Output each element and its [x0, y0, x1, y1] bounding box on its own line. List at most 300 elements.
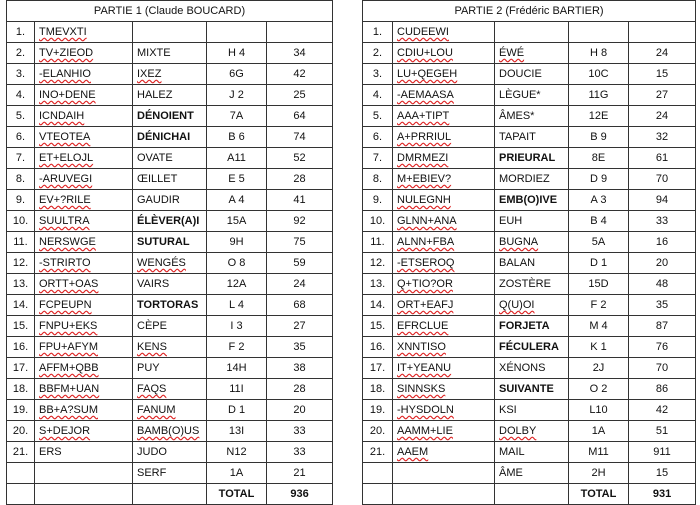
- move-row: [363, 148, 696, 169]
- rack-letters-text: BBFM+UAN: [39, 383, 100, 395]
- played-word: [133, 64, 207, 85]
- move-row: [7, 211, 333, 232]
- move-row: [7, 22, 333, 43]
- rack-letters: [35, 337, 133, 358]
- move-points: 35: [629, 295, 696, 316]
- move-number: 9.: [363, 190, 393, 211]
- move-number: 4.: [7, 85, 35, 106]
- move-number: 2.: [7, 43, 35, 64]
- played-word: [133, 22, 207, 43]
- move-number: 6.: [7, 127, 35, 148]
- rack-letters: [393, 127, 495, 148]
- played-word-text: IXEZ: [137, 68, 162, 80]
- rack-letters-text: EV+?RILE: [39, 194, 91, 206]
- played-word: TAPAIT: [495, 127, 569, 148]
- move-points: 25: [267, 85, 333, 106]
- move-number: 6.: [363, 127, 393, 148]
- played-word: PUY: [133, 358, 207, 379]
- played-word: ŒILLET: [133, 169, 207, 190]
- rack-letters-text: VTEOTEA: [39, 131, 91, 143]
- move-points: 94: [629, 190, 696, 211]
- played-word: [133, 421, 207, 442]
- move-row: [7, 169, 333, 190]
- rack-letters: [393, 274, 495, 295]
- move-points: [267, 22, 333, 43]
- board-position: 13I: [207, 421, 267, 442]
- move-number: 19.: [7, 400, 35, 421]
- rack-letters-text: EFRCLUE: [397, 320, 449, 332]
- move-row: [7, 379, 333, 400]
- board-position: 1A: [207, 463, 267, 484]
- played-word: JUDO: [133, 442, 207, 463]
- rack-letters: [393, 190, 495, 211]
- rack-letters-text: TMEVXTI: [39, 26, 87, 38]
- move-row: [7, 316, 333, 337]
- played-word: GAUDIR: [133, 190, 207, 211]
- played-word: [495, 232, 569, 253]
- board-position: [207, 22, 267, 43]
- move-number: 5.: [363, 106, 393, 127]
- move-points: 70: [629, 358, 696, 379]
- move-row: [363, 85, 696, 106]
- played-word: MIXTE: [133, 43, 207, 64]
- played-word: SUTURAL: [133, 232, 207, 253]
- move-points: 68: [267, 295, 333, 316]
- move-row: [363, 295, 696, 316]
- board-position: 10C: [569, 64, 629, 85]
- move-points: 20: [629, 253, 696, 274]
- move-points: 27: [629, 85, 696, 106]
- move-row: [363, 358, 696, 379]
- rack-letters: [393, 64, 495, 85]
- move-number: 1.: [363, 22, 393, 43]
- played-word: PRIEURAL: [495, 148, 569, 169]
- board-position: 7A: [207, 106, 267, 127]
- board-position: 12A: [207, 274, 267, 295]
- move-row: [7, 43, 333, 64]
- played-word: MAIL: [495, 442, 569, 463]
- played-word-text: FAQS: [137, 383, 167, 395]
- move-number: 7.: [363, 148, 393, 169]
- move-row: [363, 442, 696, 463]
- move-row: [7, 295, 333, 316]
- rack-letters: [393, 253, 495, 274]
- move-row: [7, 106, 333, 127]
- move-points: 24: [629, 106, 696, 127]
- board-position: 8E: [569, 148, 629, 169]
- move-points: 87: [629, 316, 696, 337]
- rack-letters-text: ORT+EAFJ: [397, 299, 454, 311]
- move-number: 13.: [363, 274, 393, 295]
- played-word: [133, 337, 207, 358]
- total-blank-cell: [393, 484, 495, 505]
- move-number: 18.: [7, 379, 35, 400]
- move-points: 52: [267, 148, 333, 169]
- move-points: 48: [629, 274, 696, 295]
- rack-letters: [35, 253, 133, 274]
- rack-letters: [35, 127, 133, 148]
- played-word: SUIVANTE: [495, 379, 569, 400]
- move-points: 59: [267, 253, 333, 274]
- move-row: [363, 274, 696, 295]
- move-number: 20.: [7, 421, 35, 442]
- rack-letters-text: SINNSKS: [397, 383, 446, 395]
- left-game-table: [6, 0, 333, 505]
- rack-letters: [35, 211, 133, 232]
- rack-letters: [393, 337, 495, 358]
- move-row: [363, 421, 696, 442]
- board-position: 6G: [207, 64, 267, 85]
- move-number: 13.: [7, 274, 35, 295]
- move-number: 15.: [363, 316, 393, 337]
- board-position: A11: [207, 148, 267, 169]
- rack-letters-text: SUULTRA: [39, 215, 90, 227]
- board-position: [569, 22, 629, 43]
- rack-letters-text: IT+YEANU: [397, 362, 452, 374]
- move-points: 911: [629, 442, 696, 463]
- rack-letters-text: NERSWGE: [39, 236, 96, 248]
- rack-letters-text: TV+ZIEOD: [39, 47, 94, 59]
- total-blank-cell: [7, 484, 35, 505]
- board-position: O 8: [207, 253, 267, 274]
- move-number: 17.: [7, 358, 35, 379]
- rack-letters-text: -HYSDOLN: [397, 404, 454, 416]
- rack-letters: [393, 421, 495, 442]
- played-word: LÈGUE*: [495, 85, 569, 106]
- board-position: K 1: [569, 337, 629, 358]
- right-table-body: [363, 1, 696, 505]
- rack-letters: [35, 316, 133, 337]
- played-word: ÂMES*: [495, 106, 569, 127]
- move-number: [7, 463, 35, 484]
- played-word: FORJETA: [495, 316, 569, 337]
- move-points: 24: [267, 274, 333, 295]
- rack-letters-text: CDIU+LOU: [397, 47, 453, 59]
- move-points: [629, 22, 696, 43]
- move-points: 21: [267, 463, 333, 484]
- move-points: 76: [629, 337, 696, 358]
- played-word: MORDIEZ: [495, 169, 569, 190]
- played-word: VAIRS: [133, 274, 207, 295]
- move-row: [363, 106, 696, 127]
- played-word: [133, 253, 207, 274]
- rack-letters: [393, 463, 495, 484]
- total-label: TOTAL: [569, 484, 629, 505]
- rack-letters: [393, 211, 495, 232]
- played-word-text: BAMB(O)US: [137, 425, 200, 437]
- rack-letters-text: -ELANHIO: [39, 68, 91, 80]
- rack-letters-text: LU+QEGEH: [397, 68, 458, 80]
- board-position: B 6: [207, 127, 267, 148]
- rack-letters-text: FPU+AFYM: [39, 341, 98, 353]
- rack-letters-text: -AEMAASA: [397, 89, 454, 101]
- move-row: [7, 127, 333, 148]
- move-row: [7, 358, 333, 379]
- move-number: 8.: [363, 169, 393, 190]
- move-number: 1.: [7, 22, 35, 43]
- move-number: 14.: [363, 295, 393, 316]
- rack-letters: [35, 106, 133, 127]
- move-row: [7, 148, 333, 169]
- rack-letters: [393, 22, 495, 43]
- move-number: 9.: [7, 190, 35, 211]
- move-points: 42: [629, 400, 696, 421]
- rack-letters-text: BB+A?SUM: [39, 404, 98, 416]
- total-blank-cell: [495, 484, 569, 505]
- rack-letters: [35, 358, 133, 379]
- played-word: [495, 295, 569, 316]
- move-number: 3.: [363, 64, 393, 85]
- rack-letters-text: GLNN+ANA: [397, 215, 457, 227]
- move-row: [7, 274, 333, 295]
- played-word: DÉNOIENT: [133, 106, 207, 127]
- rack-letters-text: M+EBIEV?: [397, 173, 452, 185]
- board-position: J 2: [207, 85, 267, 106]
- rack-letters: [35, 295, 133, 316]
- total-score: 936: [267, 484, 333, 505]
- board-position: 14H: [207, 358, 267, 379]
- rack-letters-text: S+DEJOR: [39, 425, 91, 437]
- move-number: 16.: [7, 337, 35, 358]
- rack-letters: [393, 106, 495, 127]
- left-game-panel: [6, 0, 332, 505]
- rack-letters-text: AAEM: [397, 446, 429, 458]
- move-points: 33: [267, 421, 333, 442]
- board-position: H 8: [569, 43, 629, 64]
- board-position: 9H: [207, 232, 267, 253]
- move-row: [363, 211, 696, 232]
- rack-letters-text: AAA+TIPT: [397, 110, 450, 122]
- played-word: FÉCULERA: [495, 337, 569, 358]
- rack-letters: [393, 358, 495, 379]
- board-position: D 1: [207, 400, 267, 421]
- rack-letters-text: CUDEEWI: [397, 26, 449, 38]
- move-row: [363, 463, 696, 484]
- move-number: 5.: [7, 106, 35, 127]
- move-row: [363, 22, 696, 43]
- rack-letters: [35, 379, 133, 400]
- move-number: 21.: [363, 442, 393, 463]
- rack-letters: [35, 64, 133, 85]
- move-points: 34: [267, 43, 333, 64]
- move-row: [363, 253, 696, 274]
- rack-letters: [35, 463, 133, 484]
- rack-letters-text: AFFM+QBB: [39, 362, 99, 374]
- move-number: 10.: [363, 211, 393, 232]
- move-points: 24: [629, 43, 696, 64]
- board-position: 12E: [569, 106, 629, 127]
- rack-letters-text: -STRIRTO: [39, 257, 91, 269]
- played-word-text: KENS: [137, 341, 167, 353]
- move-points: 41: [267, 190, 333, 211]
- move-row: [363, 316, 696, 337]
- move-points: 33: [267, 442, 333, 463]
- played-word: ZOSTÈRE: [495, 274, 569, 295]
- left-table-body: [7, 1, 333, 505]
- played-word: EUH: [495, 211, 569, 232]
- rack-letters: ERS: [35, 442, 133, 463]
- rack-letters-text: NULEGNH: [397, 194, 451, 206]
- total-blank-cell: [133, 484, 207, 505]
- rack-letters: [393, 43, 495, 64]
- move-points: 86: [629, 379, 696, 400]
- played-word-text: ÉWÉ: [499, 47, 525, 59]
- move-row: [363, 379, 696, 400]
- total-blank-cell: [363, 484, 393, 505]
- move-row: [7, 463, 333, 484]
- move-number: 4.: [363, 85, 393, 106]
- played-word-text: WENGÉS: [137, 257, 186, 269]
- move-points: 15: [629, 64, 696, 85]
- move-row: [7, 253, 333, 274]
- move-points: 42: [267, 64, 333, 85]
- move-number: 8.: [7, 169, 35, 190]
- rack-letters: [393, 379, 495, 400]
- move-number: 7.: [7, 148, 35, 169]
- board-position: 11G: [569, 85, 629, 106]
- move-row: [7, 400, 333, 421]
- rack-letters: [35, 190, 133, 211]
- move-points: 15: [629, 463, 696, 484]
- move-points: 70: [629, 169, 696, 190]
- rack-letters: [35, 400, 133, 421]
- rack-letters-text: XNNTISO: [397, 341, 446, 353]
- move-points: 32: [629, 127, 696, 148]
- move-number: 14.: [7, 295, 35, 316]
- board-position: D 9: [569, 169, 629, 190]
- played-word: DÉNICHAI: [133, 127, 207, 148]
- rack-letters: [393, 442, 495, 463]
- rack-letters: [35, 85, 133, 106]
- move-points: 28: [267, 169, 333, 190]
- rack-letters: [35, 421, 133, 442]
- title-row: [7, 1, 333, 22]
- move-points: 92: [267, 211, 333, 232]
- rack-letters-text: AAMM+LIE: [397, 425, 453, 437]
- left-panel-title: PARTIE 1 (Claude BOUCARD): [7, 1, 333, 22]
- move-number: 17.: [363, 358, 393, 379]
- move-number: 21.: [7, 442, 35, 463]
- right-game-table: [362, 0, 696, 505]
- move-row: [7, 421, 333, 442]
- total-row: [363, 484, 696, 505]
- played-word-text: BUGNA: [499, 236, 539, 248]
- rack-letters-text: ALNN+FBA: [397, 236, 455, 248]
- rack-letters-text: FCPEUPN: [39, 299, 92, 311]
- played-word: EMB(O)IVE: [495, 190, 569, 211]
- move-points: 61: [629, 148, 696, 169]
- rack-letters: [393, 169, 495, 190]
- rack-letters: [35, 274, 133, 295]
- played-word-text: FANUM: [137, 404, 176, 416]
- move-points: 35: [267, 337, 333, 358]
- rack-letters: [393, 400, 495, 421]
- rack-letters: [393, 295, 495, 316]
- rack-letters-text: FNPU+EKS: [39, 320, 98, 332]
- move-points: 74: [267, 127, 333, 148]
- right-panel-title: PARTIE 2 (Frédéric BARTIER): [363, 1, 696, 22]
- rack-letters-text: Q+TIO?OR: [397, 278, 453, 290]
- move-row: [363, 400, 696, 421]
- board-position: A 3: [569, 190, 629, 211]
- board-position: O 2: [569, 379, 629, 400]
- move-row: [363, 337, 696, 358]
- move-points: 16: [629, 232, 696, 253]
- move-number: 16.: [363, 337, 393, 358]
- played-word: [133, 400, 207, 421]
- move-row: [363, 43, 696, 64]
- played-word: OVATE: [133, 148, 207, 169]
- move-number: 19.: [363, 400, 393, 421]
- move-number: [363, 463, 393, 484]
- total-score: 931: [629, 484, 696, 505]
- played-word: BALAN: [495, 253, 569, 274]
- total-label: TOTAL: [207, 484, 267, 505]
- move-row: [363, 169, 696, 190]
- move-points: 27: [267, 316, 333, 337]
- played-word: SERF: [133, 463, 207, 484]
- move-row: [363, 232, 696, 253]
- played-word: DOUCIE: [495, 64, 569, 85]
- move-row: [7, 64, 333, 85]
- board-position: 5A: [569, 232, 629, 253]
- move-points: 28: [267, 379, 333, 400]
- move-number: 18.: [363, 379, 393, 400]
- rack-letters: [393, 316, 495, 337]
- rack-letters-text: ICNDAIH: [39, 110, 85, 122]
- played-word: KSI: [495, 400, 569, 421]
- move-number: 11.: [363, 232, 393, 253]
- board-position: 1A: [569, 421, 629, 442]
- move-number: 12.: [363, 253, 393, 274]
- title-row: [363, 1, 696, 22]
- board-position: 11I: [207, 379, 267, 400]
- rack-letters: [35, 232, 133, 253]
- board-position: E 5: [207, 169, 267, 190]
- played-word: [495, 43, 569, 64]
- move-points: 33: [629, 211, 696, 232]
- rack-letters: [393, 148, 495, 169]
- rack-letters: [35, 43, 133, 64]
- played-word-text: DOLBY: [499, 425, 537, 437]
- total-blank-cell: [35, 484, 133, 505]
- rack-letters-text: ET+ELOJL: [39, 152, 94, 164]
- move-number: 15.: [7, 316, 35, 337]
- board-position: L 4: [207, 295, 267, 316]
- move-points: 64: [267, 106, 333, 127]
- move-points: 20: [267, 400, 333, 421]
- move-number: 3.: [7, 64, 35, 85]
- move-points: 75: [267, 232, 333, 253]
- rack-letters: [393, 85, 495, 106]
- total-row: [7, 484, 333, 505]
- rack-letters-text: -ARUVEGI: [39, 173, 93, 185]
- board-position: 2H: [569, 463, 629, 484]
- board-position: 15A: [207, 211, 267, 232]
- right-game-panel: [362, 0, 695, 505]
- move-number: 11.: [7, 232, 35, 253]
- played-word: HALEZ: [133, 85, 207, 106]
- board-position: M 4: [569, 316, 629, 337]
- move-row: [363, 64, 696, 85]
- move-row: [7, 190, 333, 211]
- move-row: [7, 232, 333, 253]
- rack-letters: [35, 22, 133, 43]
- move-row: [7, 442, 333, 463]
- board-position: N12: [207, 442, 267, 463]
- board-position: M11: [569, 442, 629, 463]
- board-position: B 9: [569, 127, 629, 148]
